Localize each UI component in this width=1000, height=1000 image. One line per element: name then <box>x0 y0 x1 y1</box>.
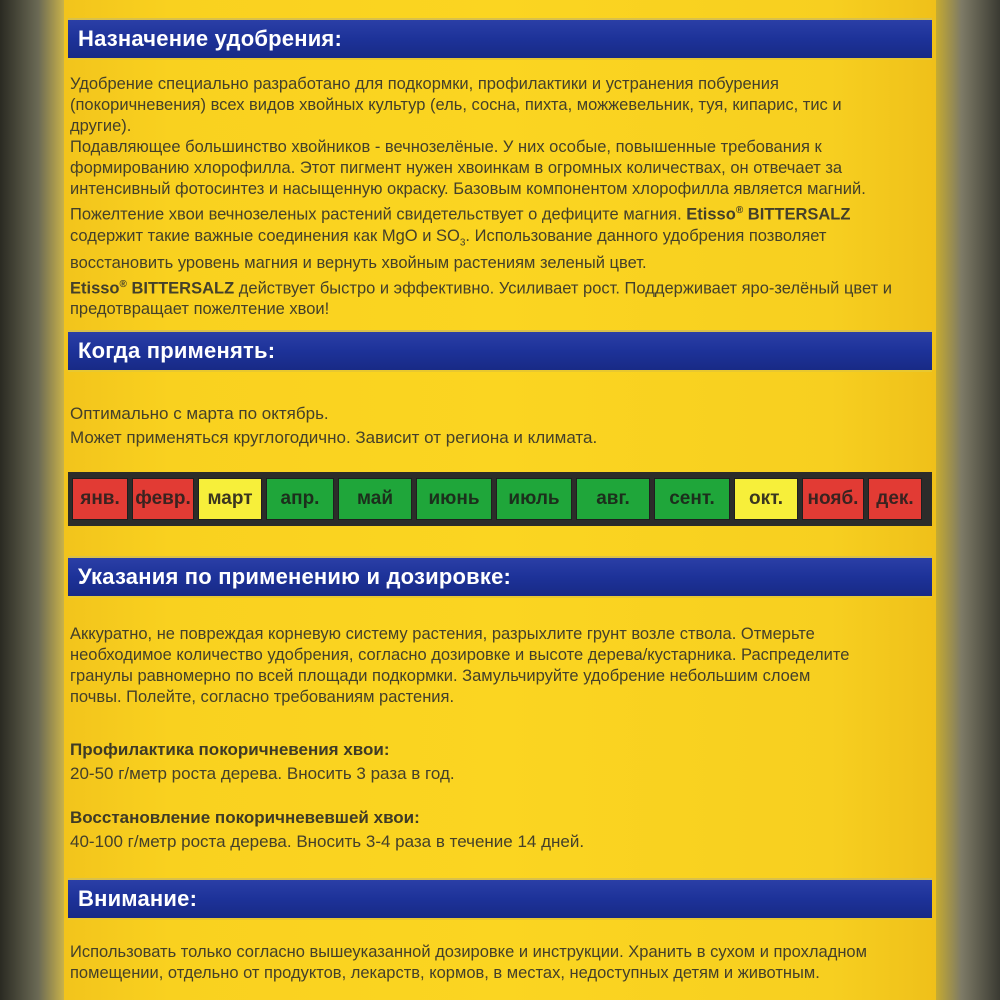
dosage-text <box>70 624 932 708</box>
registered-mark: ® <box>735 205 744 216</box>
month-calendar <box>68 472 932 526</box>
month-cell: сент. <box>654 478 730 520</box>
purpose-line: предотвращает пожелтение хвои! <box>70 300 330 319</box>
month-cell: апр. <box>266 478 334 520</box>
section-title-dosage: Указания по применению и дозировке: <box>78 564 512 589</box>
month-cell: нояб. <box>802 478 864 520</box>
attention-text <box>70 942 942 984</box>
dosage-line: Аккуратно, не повреждая корневую систему растения, разрыхлите грунт возле ствола. Отмерьте <box>70 625 815 643</box>
brand-name: Etisso <box>686 205 736 224</box>
registered-mark: ® <box>119 278 127 290</box>
restore-title: Восстановление покоричневевшей хвои: <box>70 808 420 827</box>
month-cell: авг. <box>576 478 650 520</box>
month-cell: май <box>338 478 412 520</box>
purpose-text <box>70 74 932 320</box>
month-cell: июнь <box>416 478 492 520</box>
container-edge-right <box>936 0 1000 1000</box>
section-title-when: Когда применять: <box>78 338 276 363</box>
purpose-line: интенсивный фотосинтез и насыщенную окраску. Базовым компонентом хлорофилла является магний. <box>70 180 866 198</box>
subscript-3: 3 <box>459 236 466 248</box>
purpose-line: Удобрение специально разработано для подкормки, профилактики и устранения побурения <box>70 75 779 93</box>
purpose-line: формированию хлорофилла. Этот пигмент нужен хвоинкам в огромных количествах, он отвечает за <box>70 159 843 177</box>
attention-line: помещении, отдельно от продуктов, лекарств, кормов, в местах, недоступных детям и животным. <box>70 964 820 982</box>
purpose-line: (покоричневения) всех видов хвойных культур (ель, сосна, пихта, можжевельник, туя, кипарис, тис и <box>70 96 842 114</box>
month-cell: июль <box>496 478 572 520</box>
purpose-line-with-brand: Etisso® BITTERSALZ действует быстро и эффективно. Усиливает рост. Поддерживает яро-зелёный цвет и <box>70 278 892 298</box>
restore-text: 40-100 г/метр роста дерева. Вносить 3-4 раза в течение 14 дней. <box>70 832 585 851</box>
month-cell: март <box>198 478 262 520</box>
product-name: BITTERSALZ <box>747 205 851 224</box>
purpose-line: Подавляющее большинство хвойников - вечнозелёные. У них особые, повышенные требования к <box>70 138 822 156</box>
when-line-optimal: Оптимально с марта по октябрь. <box>70 404 329 423</box>
attention-line: Использовать только согласно вышеуказанной дозировке и инструкции. Хранить в сухом и прохладном <box>70 943 867 961</box>
dosage-line: почвы. Полейте, согласно требованиям растения. <box>70 688 455 706</box>
prevention-text: 20-50 г/метр роста дерева. Вносить 3 раза в год. <box>70 764 455 783</box>
label <box>64 0 936 1000</box>
purpose-line: другие). <box>70 117 132 135</box>
brand-name: Etisso <box>70 279 120 298</box>
month-cell: февр. <box>132 478 194 520</box>
section-header-purpose <box>68 18 932 60</box>
month-cell: янв. <box>72 478 128 520</box>
purpose-line-with-brand: Пожелтение хвои вечнозеленых растений свидетельствует о дефиците магния. Etisso® BITTERSALZ <box>70 205 851 224</box>
purpose-line-compounds: содержит такие важные соединения как MgO и $SO_3$. Использование данного удобрения позволяет <box>70 226 827 248</box>
purpose-line: восстановить уровень магния и вернуть хвойным растениям зеленый цвет. <box>70 253 647 272</box>
product-name: BITTERSALZ <box>131 279 235 298</box>
section-title-purpose: Назначение удобрения: <box>78 26 342 51</box>
prevention-title: Профилактика покоричневения хвои: <box>70 740 390 759</box>
section-title-attention: Внимание: <box>78 886 198 911</box>
month-cell: окт. <box>734 478 798 520</box>
month-cell: дек. <box>868 478 922 520</box>
dosage-line: гранулы равномерно по всей площади подкормки. Замульчируйте удобрение небольшим слоем <box>70 667 811 685</box>
section-header-dosage <box>68 556 932 598</box>
section-header-when <box>68 330 932 372</box>
container-edge-left <box>0 0 64 1000</box>
dosage-line: необходимое количество удобрения, согласно дозировке и высоте дерева/кустарника. Распределите <box>70 646 850 664</box>
section-header-attention <box>68 878 932 920</box>
when-line-yearround: Может применяться круглогодично. Зависит от региона и климата. <box>70 428 598 447</box>
